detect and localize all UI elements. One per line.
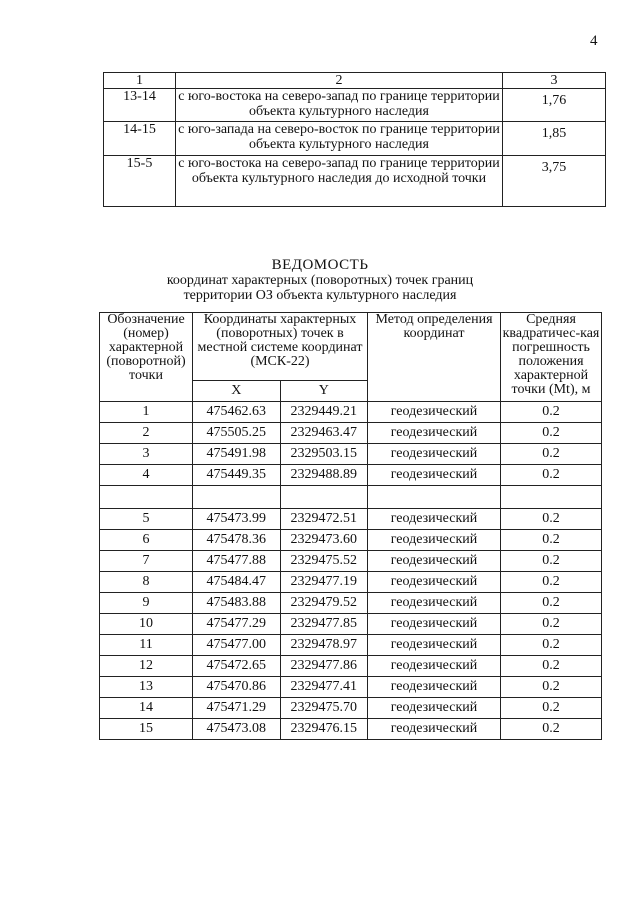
accuracy: 0.2 <box>501 698 602 719</box>
coord-x: 475491.98 <box>193 444 281 465</box>
header-point: Обозначение (номер) характерной (поворотной) точки <box>100 313 193 402</box>
table-row <box>100 402 602 423</box>
point-number: 4 <box>100 465 193 486</box>
table-row <box>104 156 606 207</box>
segment-description: с юго-востока на северо-запад по границе территории объекта культурного наследия <box>176 89 503 122</box>
document-subtitle-line2: территории ОЗ объекта культурного наследия <box>183 288 457 303</box>
coord-x: 475462.63 <box>193 402 281 423</box>
point-number: 7 <box>100 551 193 572</box>
coord-y: 2329472.51 <box>280 509 368 530</box>
point-number: 15 <box>100 719 193 740</box>
coord-x: 475477.88 <box>193 551 281 572</box>
accuracy: 0.2 <box>501 509 602 530</box>
point-number: 11 <box>100 635 193 656</box>
accuracy: 0.2 <box>501 677 602 698</box>
coord-x: 475472.65 <box>193 656 281 677</box>
accuracy: 0.2 <box>501 635 602 656</box>
segments-header-col1: 1 <box>104 73 176 89</box>
document-title: ВЕДОМОСТЬ <box>271 257 369 273</box>
segments-header-row <box>104 73 606 89</box>
method: геодезический <box>368 635 501 656</box>
point-number: 2 <box>100 423 193 444</box>
coordinates-table <box>99 312 602 740</box>
segment-description: с юго-запада на северо-восток по границе территории объекта культурного наследия <box>176 122 503 156</box>
table-row <box>100 677 602 698</box>
accuracy: 0.2 <box>501 465 602 486</box>
table-row <box>100 465 602 486</box>
header-coordinates: Координаты характерных (поворотных) точек в местной системе координат (МСК-22) <box>193 313 368 381</box>
coord-x: 475478.36 <box>193 530 281 551</box>
coord-y: 2329477.86 <box>280 656 368 677</box>
method: геодезический <box>368 509 501 530</box>
coord-x: 475471.29 <box>193 698 281 719</box>
coord-x: 475484.47 <box>193 572 281 593</box>
coords-header-row <box>100 313 602 381</box>
method: геодезический <box>368 698 501 719</box>
empty-row <box>100 486 602 509</box>
coord-y: 2329463.47 <box>280 423 368 444</box>
table-row <box>100 593 602 614</box>
empty-cell <box>501 486 602 509</box>
segments-header-col2: 2 <box>176 73 503 89</box>
table-row <box>100 423 602 444</box>
segment-id: 14-15 <box>104 122 176 156</box>
table-row <box>100 614 602 635</box>
method: геодезический <box>368 423 501 444</box>
method: геодезический <box>368 465 501 486</box>
document-subtitle-line1: координат характерных (поворотных) точек границ <box>166 273 474 288</box>
point-number: 8 <box>100 572 193 593</box>
accuracy: 0.2 <box>501 444 602 465</box>
point-number: 14 <box>100 698 193 719</box>
segment-id: 15-5 <box>104 156 176 207</box>
table-row <box>100 572 602 593</box>
point-number: 3 <box>100 444 193 465</box>
table-row <box>100 656 602 677</box>
coord-y: 2329477.85 <box>280 614 368 635</box>
coord-y: 2329475.70 <box>280 698 368 719</box>
segment-length: 3,75 <box>503 156 606 207</box>
segments-table <box>103 72 606 207</box>
coord-x: 475473.99 <box>193 509 281 530</box>
table-row <box>100 719 602 740</box>
coord-x: 475470.86 <box>193 677 281 698</box>
coord-y: 2329488.89 <box>280 465 368 486</box>
table-row <box>100 551 602 572</box>
segment-length: 1,76 <box>503 89 606 122</box>
segment-id: 13-14 <box>104 89 176 122</box>
accuracy: 0.2 <box>501 423 602 444</box>
coord-x: 475449.35 <box>193 465 281 486</box>
coord-y: 2329475.52 <box>280 551 368 572</box>
table-row <box>100 444 602 465</box>
coord-x: 475483.88 <box>193 593 281 614</box>
accuracy: 0.2 <box>501 572 602 593</box>
empty-cell <box>280 486 368 509</box>
coord-y: 2329476.15 <box>280 719 368 740</box>
point-number: 13 <box>100 677 193 698</box>
coord-x: 475477.29 <box>193 614 281 635</box>
accuracy: 0.2 <box>501 656 602 677</box>
table-row <box>100 509 602 530</box>
table-row <box>100 530 602 551</box>
method: геодезический <box>368 593 501 614</box>
header-x: X <box>193 381 281 402</box>
coord-y: 2329478.97 <box>280 635 368 656</box>
segment-description: с юго-востока на северо-запад по границе территории объекта культурного наследия до исходной точки <box>176 156 503 207</box>
method: геодезический <box>368 614 501 635</box>
point-number: 12 <box>100 656 193 677</box>
table-row <box>104 122 606 156</box>
table-row <box>100 635 602 656</box>
empty-cell <box>368 486 501 509</box>
point-number: 9 <box>100 593 193 614</box>
accuracy: 0.2 <box>501 614 602 635</box>
method: геодезический <box>368 677 501 698</box>
table-row <box>100 698 602 719</box>
coord-y: 2329449.21 <box>280 402 368 423</box>
method: геодезический <box>368 656 501 677</box>
coord-x: 475505.25 <box>193 423 281 444</box>
method: геодезический <box>368 572 501 593</box>
coord-y: 2329477.19 <box>280 572 368 593</box>
point-number: 10 <box>100 614 193 635</box>
page-number: 4 <box>590 33 598 49</box>
accuracy: 0.2 <box>501 593 602 614</box>
accuracy: 0.2 <box>501 551 602 572</box>
header-y: Y <box>280 381 368 402</box>
segment-length: 1,85 <box>503 122 606 156</box>
method: геодезический <box>368 444 501 465</box>
table-row <box>104 89 606 122</box>
header-accuracy: Средняя квадратичес-кая погрешность положения характерной точки (Mt), м <box>501 313 602 402</box>
header-method: Метод определения координат <box>368 313 501 402</box>
method: геодезический <box>368 402 501 423</box>
method: геодезический <box>368 530 501 551</box>
accuracy: 0.2 <box>501 719 602 740</box>
method: геодезический <box>368 551 501 572</box>
method: геодезический <box>368 719 501 740</box>
coord-y: 2329503.15 <box>280 444 368 465</box>
accuracy: 0.2 <box>501 402 602 423</box>
coord-y: 2329473.60 <box>280 530 368 551</box>
empty-cell <box>193 486 281 509</box>
coord-y: 2329477.41 <box>280 677 368 698</box>
accuracy: 0.2 <box>501 530 602 551</box>
point-number: 1 <box>100 402 193 423</box>
coord-x: 475477.00 <box>193 635 281 656</box>
coord-x: 475473.08 <box>193 719 281 740</box>
point-number: 6 <box>100 530 193 551</box>
point-number: 5 <box>100 509 193 530</box>
empty-cell <box>100 486 193 509</box>
segments-header-col3: 3 <box>503 73 606 89</box>
coord-y: 2329479.52 <box>280 593 368 614</box>
